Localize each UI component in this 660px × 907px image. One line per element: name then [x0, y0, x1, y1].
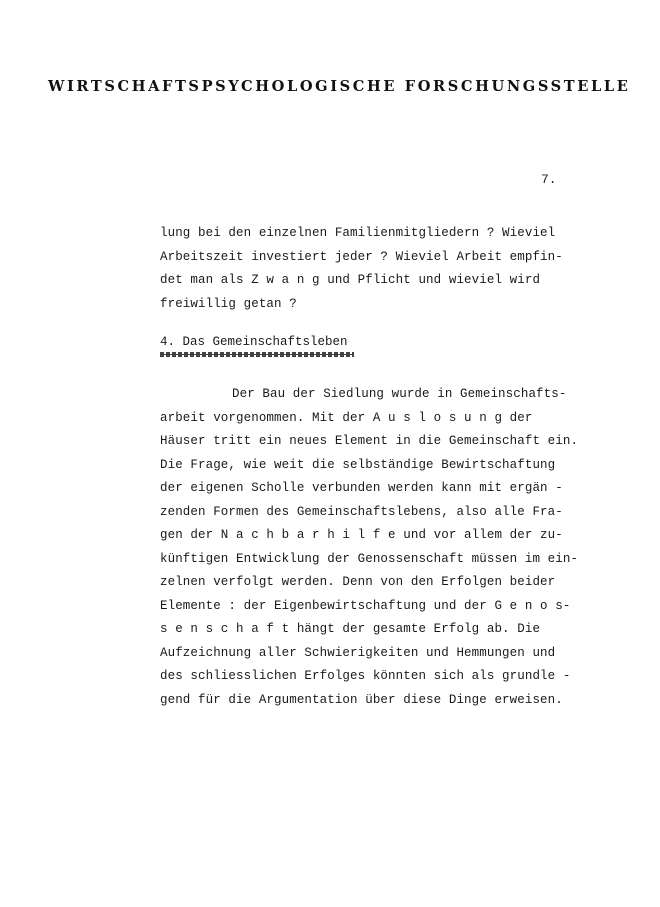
- letterhead: WIRTSCHAFTSPSYCHOLOGISCHE FORSCHUNGSSTELLE: [48, 78, 631, 95]
- text-line: det man als Z w a n g und Pflicht und wieviel wird: [160, 273, 541, 287]
- text-line: s e n s c h a f t hängt der gesamte Erfolg ab. Die: [160, 622, 541, 636]
- text-line: Arbeitszeit investiert jeder ? Wieviel Arbeit empfin-: [160, 249, 563, 264]
- text-line: lung bei den einzelnen Familienmitgliedern ? Wieviel: [160, 226, 556, 240]
- paragraph-1: [160, 222, 600, 316]
- text-line: gen der N a c h b a r h i l f e und vor allem der zu-: [160, 528, 563, 542]
- text-line: des schliesslichen Erfolges könnten sich als grundle -: [160, 669, 571, 683]
- text-line: künftigen Entwicklung der Genossenschaft müssen im ein-: [160, 551, 579, 566]
- text-line: freiwillig getan ?: [160, 296, 297, 311]
- text-line: der eigenen Scholle verbunden werden kann mit ergän -: [160, 481, 563, 495]
- text-line: zenden Formen des Gemeinschaftslebens, also alle Fra-: [160, 504, 563, 519]
- page-number: 7.: [541, 172, 557, 187]
- text-line: arbeit vorgenommen. Mit der A u s l o s u n g der: [160, 410, 533, 425]
- heading-underline: [160, 352, 354, 357]
- text-line: Aufzeichnung aller Schwierigkeiten und Hemmungen und: [160, 645, 556, 660]
- text-line: gend für die Argumentation über diese Dinge erweisen.: [160, 692, 563, 707]
- section-heading: 4. Das Gemeinschaftsleben: [160, 335, 348, 349]
- paragraph-2: [160, 383, 600, 712]
- text-line: zelnen verfolgt werden. Denn von den Erfolgen beider: [160, 575, 556, 589]
- text-line: Die Frage, wie weit die selbständige Bewirtschaftung: [160, 457, 556, 472]
- text-line: Der Bau der Siedlung wurde in Gemeinschafts-: [232, 387, 567, 401]
- text-line: Elemente : der Eigenbewirtschaftung und der G e n o s-: [160, 598, 571, 613]
- text-line: Häuser tritt ein neues Element in die Gemeinschaft ein.: [160, 434, 579, 448]
